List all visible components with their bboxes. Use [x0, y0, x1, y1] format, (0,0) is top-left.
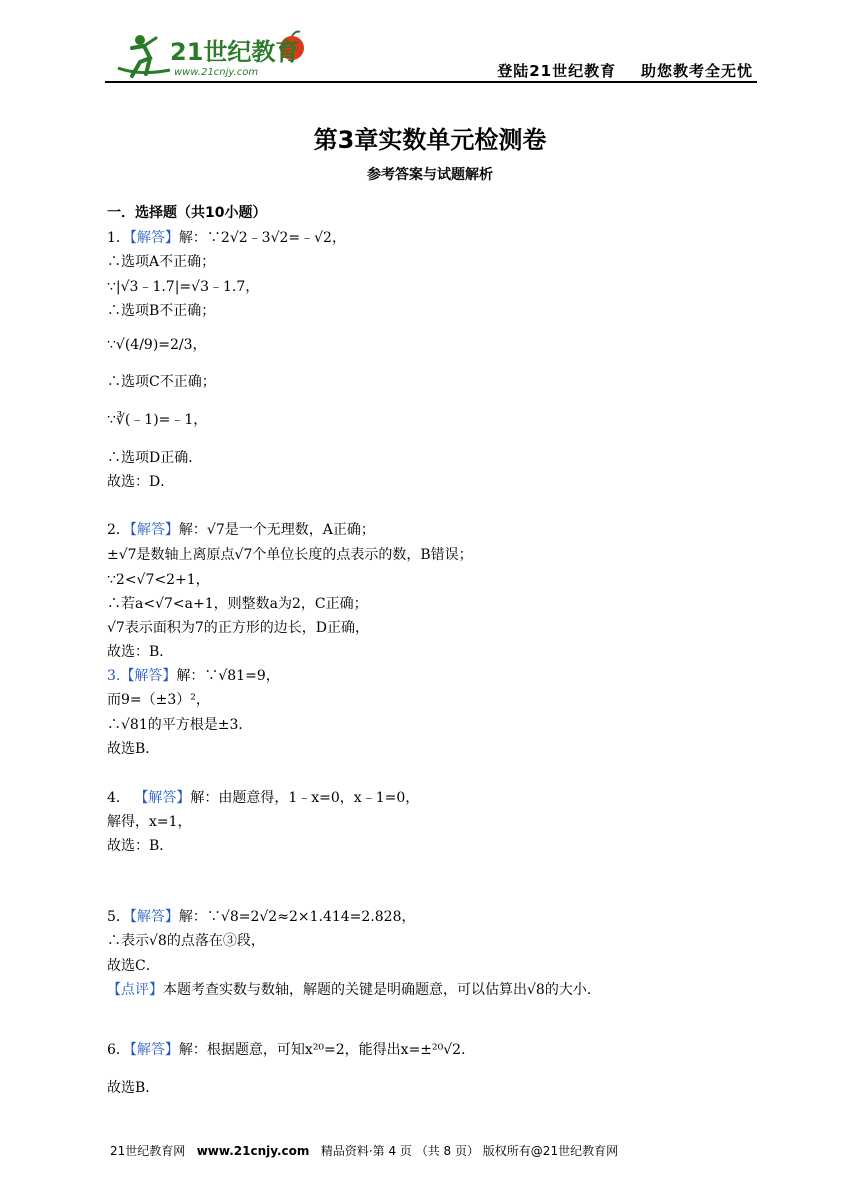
line-text: 3. [107, 668, 121, 684]
answer-line [107, 546, 473, 564]
tag-label: 【解答】 [129, 230, 179, 246]
answer-line [107, 837, 173, 855]
answer-line [107, 595, 368, 613]
answer-line [107, 957, 160, 975]
site-logo [110, 28, 310, 80]
line-text: 故选：B． [107, 644, 174, 660]
answer-line [107, 813, 192, 831]
line-text: 解：由题意得，1﹣x=0，x﹣1=0， [190, 790, 420, 806]
answer-line [107, 278, 259, 296]
page-header [105, 28, 757, 83]
page-subtitle: 参考答案与试题解析 [367, 167, 493, 183]
line-text: ∴选项C不正确； [107, 374, 216, 390]
answer-line [107, 253, 215, 271]
line-text: ∴表示√8的点落在③段， [107, 933, 265, 949]
answer-line [107, 1079, 159, 1097]
line-text: ∴若a<√7<a+1，则整数a为2，C正确； [107, 596, 368, 612]
line-text: 一．选择题（共10小题） [107, 205, 267, 221]
line-text: ∴√81的平方根是±3． [107, 717, 253, 733]
answer-line [107, 1041, 475, 1059]
line-text: 故选B． [107, 1080, 160, 1096]
line-text: ∵√(4/9)=2/3， [107, 337, 207, 353]
answer-line [107, 643, 173, 661]
answer-line [107, 336, 207, 354]
tag-label: 【解答】 [120, 668, 177, 684]
line-text: 解：√7是一个无理数，A正确； [178, 522, 375, 538]
footer-left: 21世纪教育网 [110, 1144, 197, 1158]
line-text: 而9=（±3）²， [107, 692, 210, 708]
logo-url-text: www.21cnjy.com [174, 67, 259, 78]
footer-right: 精品资料·第 4 页 （共 8 页） 版权所有@21世纪教育网 [309, 1144, 619, 1158]
answer-line [107, 716, 252, 734]
line-text: 解：∵√81=9， [176, 668, 280, 684]
line-text: 解：∵2√2﹣3√2=﹣√2， [178, 230, 346, 246]
answer-line [107, 981, 601, 999]
answer-line [107, 908, 415, 926]
line-text: ∴选项B不正确； [107, 303, 216, 319]
answer-line [107, 667, 280, 685]
line-text: 解：根据题意，可知x²⁰=2，能得出x=±²⁰√2． [178, 1042, 476, 1058]
line-text: 本题考查实数与数轴，解题的关键是明确题意，可以估算出√8的大小． [163, 982, 601, 998]
answer-line [107, 619, 369, 637]
line-text: 故选C． [107, 958, 160, 974]
line-text: 5． [107, 909, 130, 925]
answer-line [107, 473, 174, 491]
line-text: 故选B． [107, 741, 160, 757]
line-text: 解得，x=1， [107, 814, 192, 830]
line-text: 4． [107, 790, 135, 806]
answer-line [107, 373, 216, 391]
line-text: ∵2<√7<2+1， [107, 572, 210, 588]
line-text: 故选：D． [107, 474, 175, 490]
answer-line [107, 521, 375, 539]
line-text: 2． [107, 522, 130, 538]
logo-text: 21世纪教育 [170, 38, 300, 66]
header-divider [105, 81, 757, 83]
footer-url: www.21cnjy.com [196, 1144, 310, 1158]
tag-label: 【点评】 [107, 982, 163, 998]
line-text: 1． [107, 230, 130, 246]
answer-line [107, 740, 159, 758]
answer-line [107, 302, 215, 320]
tag-label: 【解答】 [134, 790, 191, 806]
answer-line [107, 449, 202, 467]
line-text: √7表示面积为7的正方形的边长，D正确， [107, 620, 369, 636]
answer-line [107, 229, 346, 247]
line-text: ∵∛(﹣1)=﹣1， [107, 412, 208, 428]
page-footer [110, 1142, 618, 1159]
answer-line [107, 411, 207, 429]
tag-label: 【解答】 [129, 522, 179, 538]
line-text: ∴选项D正确． [107, 450, 203, 466]
line-text: 6． [107, 1042, 130, 1058]
section-title [107, 204, 266, 222]
header-slogan: 登陆21世纪教育 助您教考全无忧 [497, 62, 753, 80]
line-text: ∵|√3﹣1.7|=√3﹣1.7， [107, 279, 260, 295]
line-text: 故选：B． [107, 838, 174, 854]
line-text: ±√7是数轴上离原点√7个单位长度的点表示的数，B错误； [107, 547, 473, 563]
page-title: 第3章实数单元检测卷 [313, 126, 547, 154]
answer-line [107, 691, 210, 709]
line-text: ∴选项A不正确； [107, 254, 216, 270]
tag-label: 【解答】 [129, 1042, 179, 1058]
tag-label: 【解答】 [129, 909, 179, 925]
answer-line [107, 571, 210, 589]
answer-line [107, 789, 419, 807]
line-text: 解：∵√8=2√2≈2×1.414=2.828， [178, 909, 416, 925]
answer-line [107, 932, 265, 950]
